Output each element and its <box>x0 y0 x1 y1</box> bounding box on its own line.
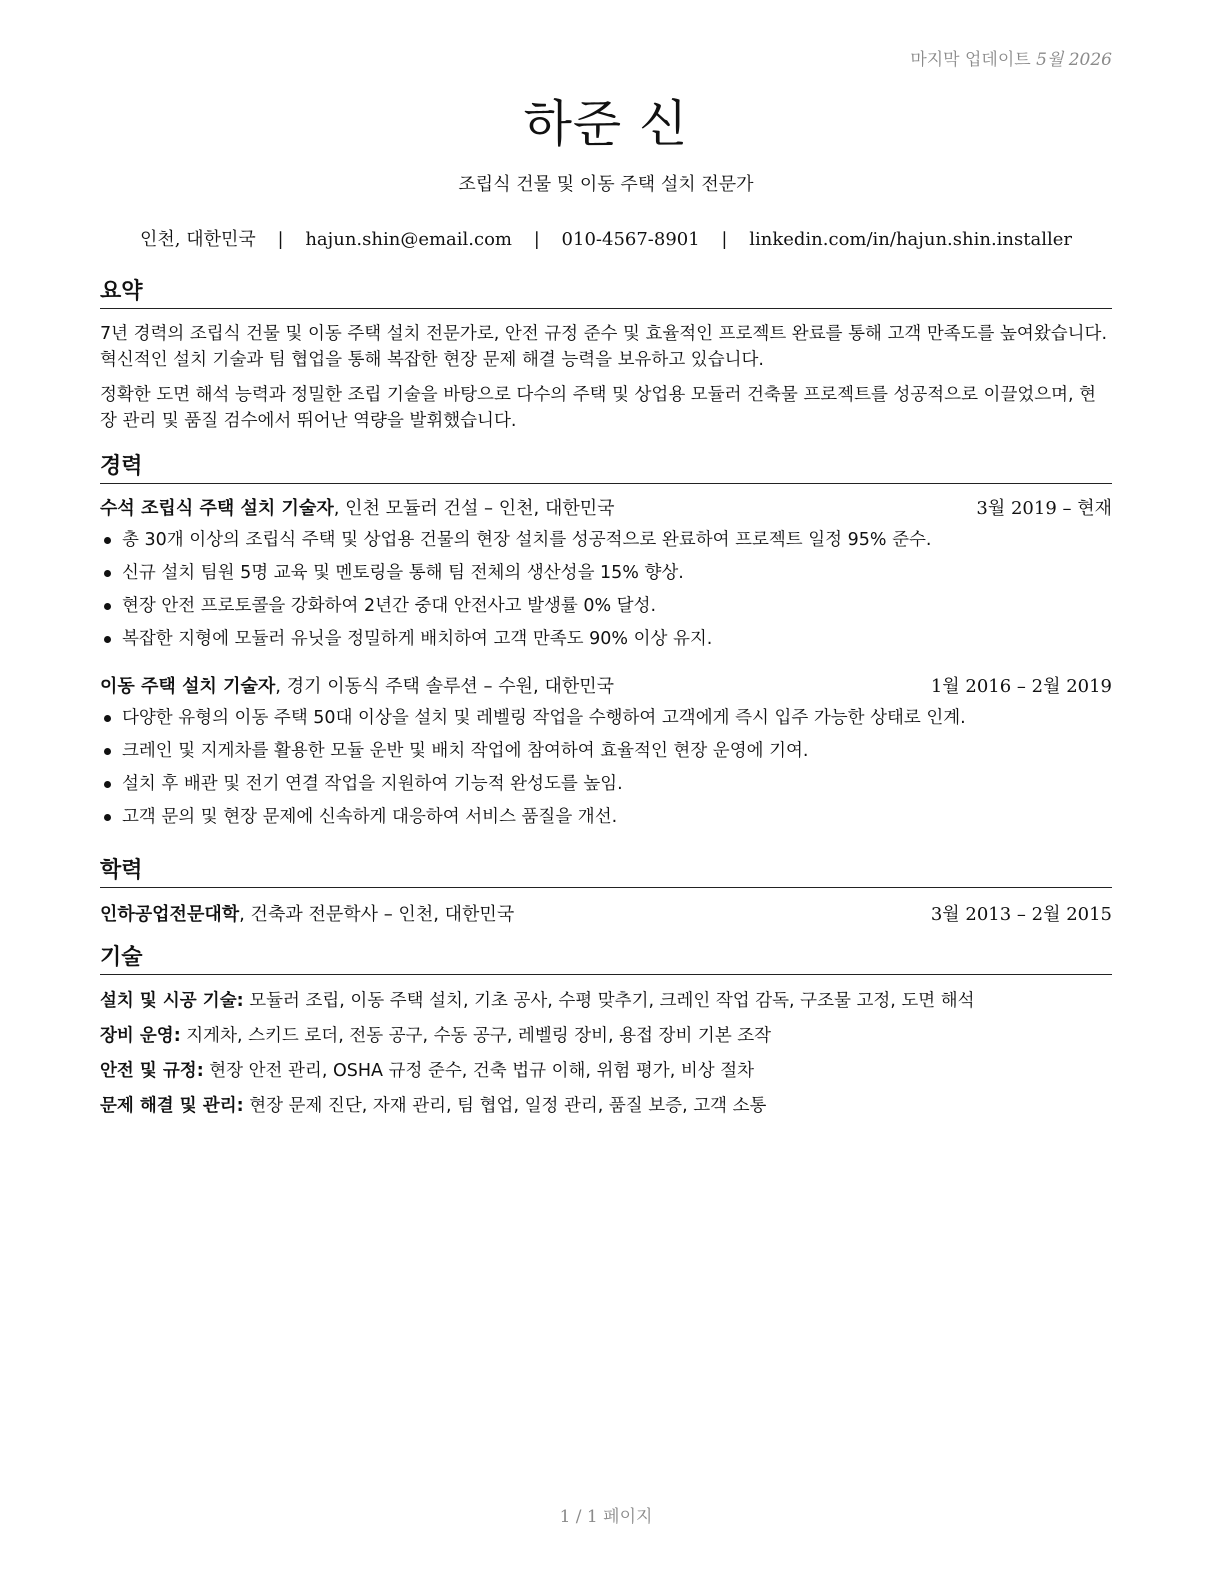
resume-page <box>100 0 1112 1584</box>
last-updated <box>910 45 1112 70</box>
education-entry <box>100 902 1112 928</box>
education-section <box>100 857 1112 928</box>
skill-value: 현장 문제 진단, 자재 관리, 팀 협업, 일정 관리, 품질 보증, 고객 소통 <box>243 1096 767 1116</box>
skill-value: 지게차, 스키드 로더, 전동 공구, 수동 공구, 레벨링 장비, 용접 장비 기본 조작 <box>180 1026 772 1046</box>
candidate-headline: 조립식 건물 및 이동 주택 설치 전문가 <box>458 174 754 195</box>
skill-label: 문제 해결 및 관리: <box>100 1096 244 1116</box>
skill-label: 설치 및 시공 기술: <box>100 991 244 1011</box>
job-role: 수석 조립식 주택 설치 기술자 <box>100 498 334 519</box>
job-bullets <box>100 527 1112 652</box>
page-indicator: 1 / 1 페이지 <box>559 1507 653 1527</box>
skill-row <box>100 1093 1112 1119</box>
education-title: 학력 <box>100 857 1112 888</box>
job-dates: 1월 2016 – 2월 2019 <box>930 676 1112 697</box>
last-updated-date: 5월 2026 <box>1036 50 1112 70</box>
summary-paragraph: 7년 경력의 조립식 건물 및 이동 주택 설치 전문가로, 안전 규정 준수 및 효율적인 프로젝트 완료를 통해 고객 만족도를 높여왔습니다. 혁신적인 설치 기술과 팀 협업을 통해 복잡한 현장 문제 해결 능력을 보유하고 있습니다. <box>100 324 1108 370</box>
contact-location: 인천, 대한민국 <box>140 229 256 250</box>
job-bullet: 현장 안전 프로토콜을 강화하여 2년간 중대 안전사고 발생률 0% 달성. <box>100 593 1112 619</box>
skill-label: 장비 운영: <box>100 1026 181 1046</box>
last-updated-label: 마지막 업데이트 <box>910 50 1031 70</box>
job-entry <box>100 496 1112 652</box>
summary-title: 요약 <box>100 278 1112 309</box>
contact-separator: | <box>533 229 540 250</box>
skill-row <box>100 1058 1112 1084</box>
experience-title: 경력 <box>100 453 1112 484</box>
job-organization: , 경기 이동식 주택 솔루션 – 수원, 대한민국 <box>275 676 614 697</box>
candidate-name: 하준 신 <box>523 95 689 153</box>
job-bullet: 총 30개 이상의 조립식 주택 및 상업용 건물의 현장 설치를 성공적으로 완료하여 프로젝트 일정 95% 준수. <box>100 527 1112 553</box>
skills-title: 기술 <box>100 944 1112 975</box>
summary-paragraph: 정확한 도면 해석 능력과 정밀한 조립 기술을 바탕으로 다수의 주택 및 상업용 모듈러 건축물 프로젝트를 성공적으로 이끌었으며, 현장 관리 및 품질 검수에서 뛰어난 역량을 발휘했습니다. <box>100 385 1097 431</box>
education-school: 인하공업전문대학 <box>100 904 240 925</box>
skill-value: 현장 안전 관리, OSHA 규정 준수, 건축 법규 이해, 위험 평가, 비상 절차 <box>203 1061 755 1081</box>
skills-section <box>100 944 1112 1119</box>
education-detail: , 건축과 전문학사 – 인천, 대한민국 <box>239 904 515 925</box>
contact-line <box>100 225 1112 251</box>
job-bullet: 복잡한 지형에 모듈러 유닛을 정밀하게 배치하여 고객 만족도 90% 이상 유지. <box>100 626 1112 652</box>
contact-separator: | <box>277 229 284 250</box>
job-bullet: 크레인 및 지게차를 활용한 모듈 운반 및 배치 작업에 참여하여 효율적인 현장 운영에 기여. <box>100 738 1112 764</box>
job-bullet: 신규 설치 팀원 5명 교육 및 멘토링을 통해 팀 전체의 생산성을 15% 향상. <box>100 560 1112 586</box>
job-entry <box>100 674 1112 830</box>
job-header <box>100 496 1112 522</box>
job-organization: , 인천 모듈러 건설 – 인천, 대한민국 <box>333 498 615 519</box>
job-header <box>100 674 1112 700</box>
job-bullet: 설치 후 배관 및 전기 연결 작업을 지원하여 기능적 완성도를 높임. <box>100 771 1112 797</box>
job-bullet: 고객 문의 및 현장 문제에 신속하게 대응하여 서비스 품질을 개선. <box>100 804 1112 830</box>
experience-section <box>100 453 1112 830</box>
job-bullets <box>100 705 1112 830</box>
skill-row <box>100 1023 1112 1049</box>
contact-email[interactable]: hajun.shin@email.com <box>305 229 512 250</box>
job-dates: 3월 2019 – 현재 <box>976 498 1112 519</box>
contact-phone[interactable]: 010-4567-8901 <box>561 229 700 250</box>
contact-separator: | <box>721 229 728 250</box>
job-role: 이동 주택 설치 기술자 <box>100 676 276 697</box>
summary-section <box>100 278 1112 434</box>
education-dates: 3월 2013 – 2월 2015 <box>930 904 1112 925</box>
job-bullet: 다양한 유형의 이동 주택 50대 이상을 설치 및 레벨링 작업을 수행하여 고객에게 즉시 입주 가능한 상태로 인계. <box>100 705 1112 731</box>
skill-label: 안전 및 규정: <box>100 1061 204 1081</box>
contact-linkedin[interactable]: linkedin.com/in/hajun.shin.installer <box>749 229 1072 250</box>
skill-row <box>100 988 1112 1014</box>
skill-value: 모듈러 조립, 이동 주택 설치, 기초 공사, 수평 맞추기, 크레인 작업 감독, 구조물 고정, 도면 해석 <box>243 991 975 1011</box>
